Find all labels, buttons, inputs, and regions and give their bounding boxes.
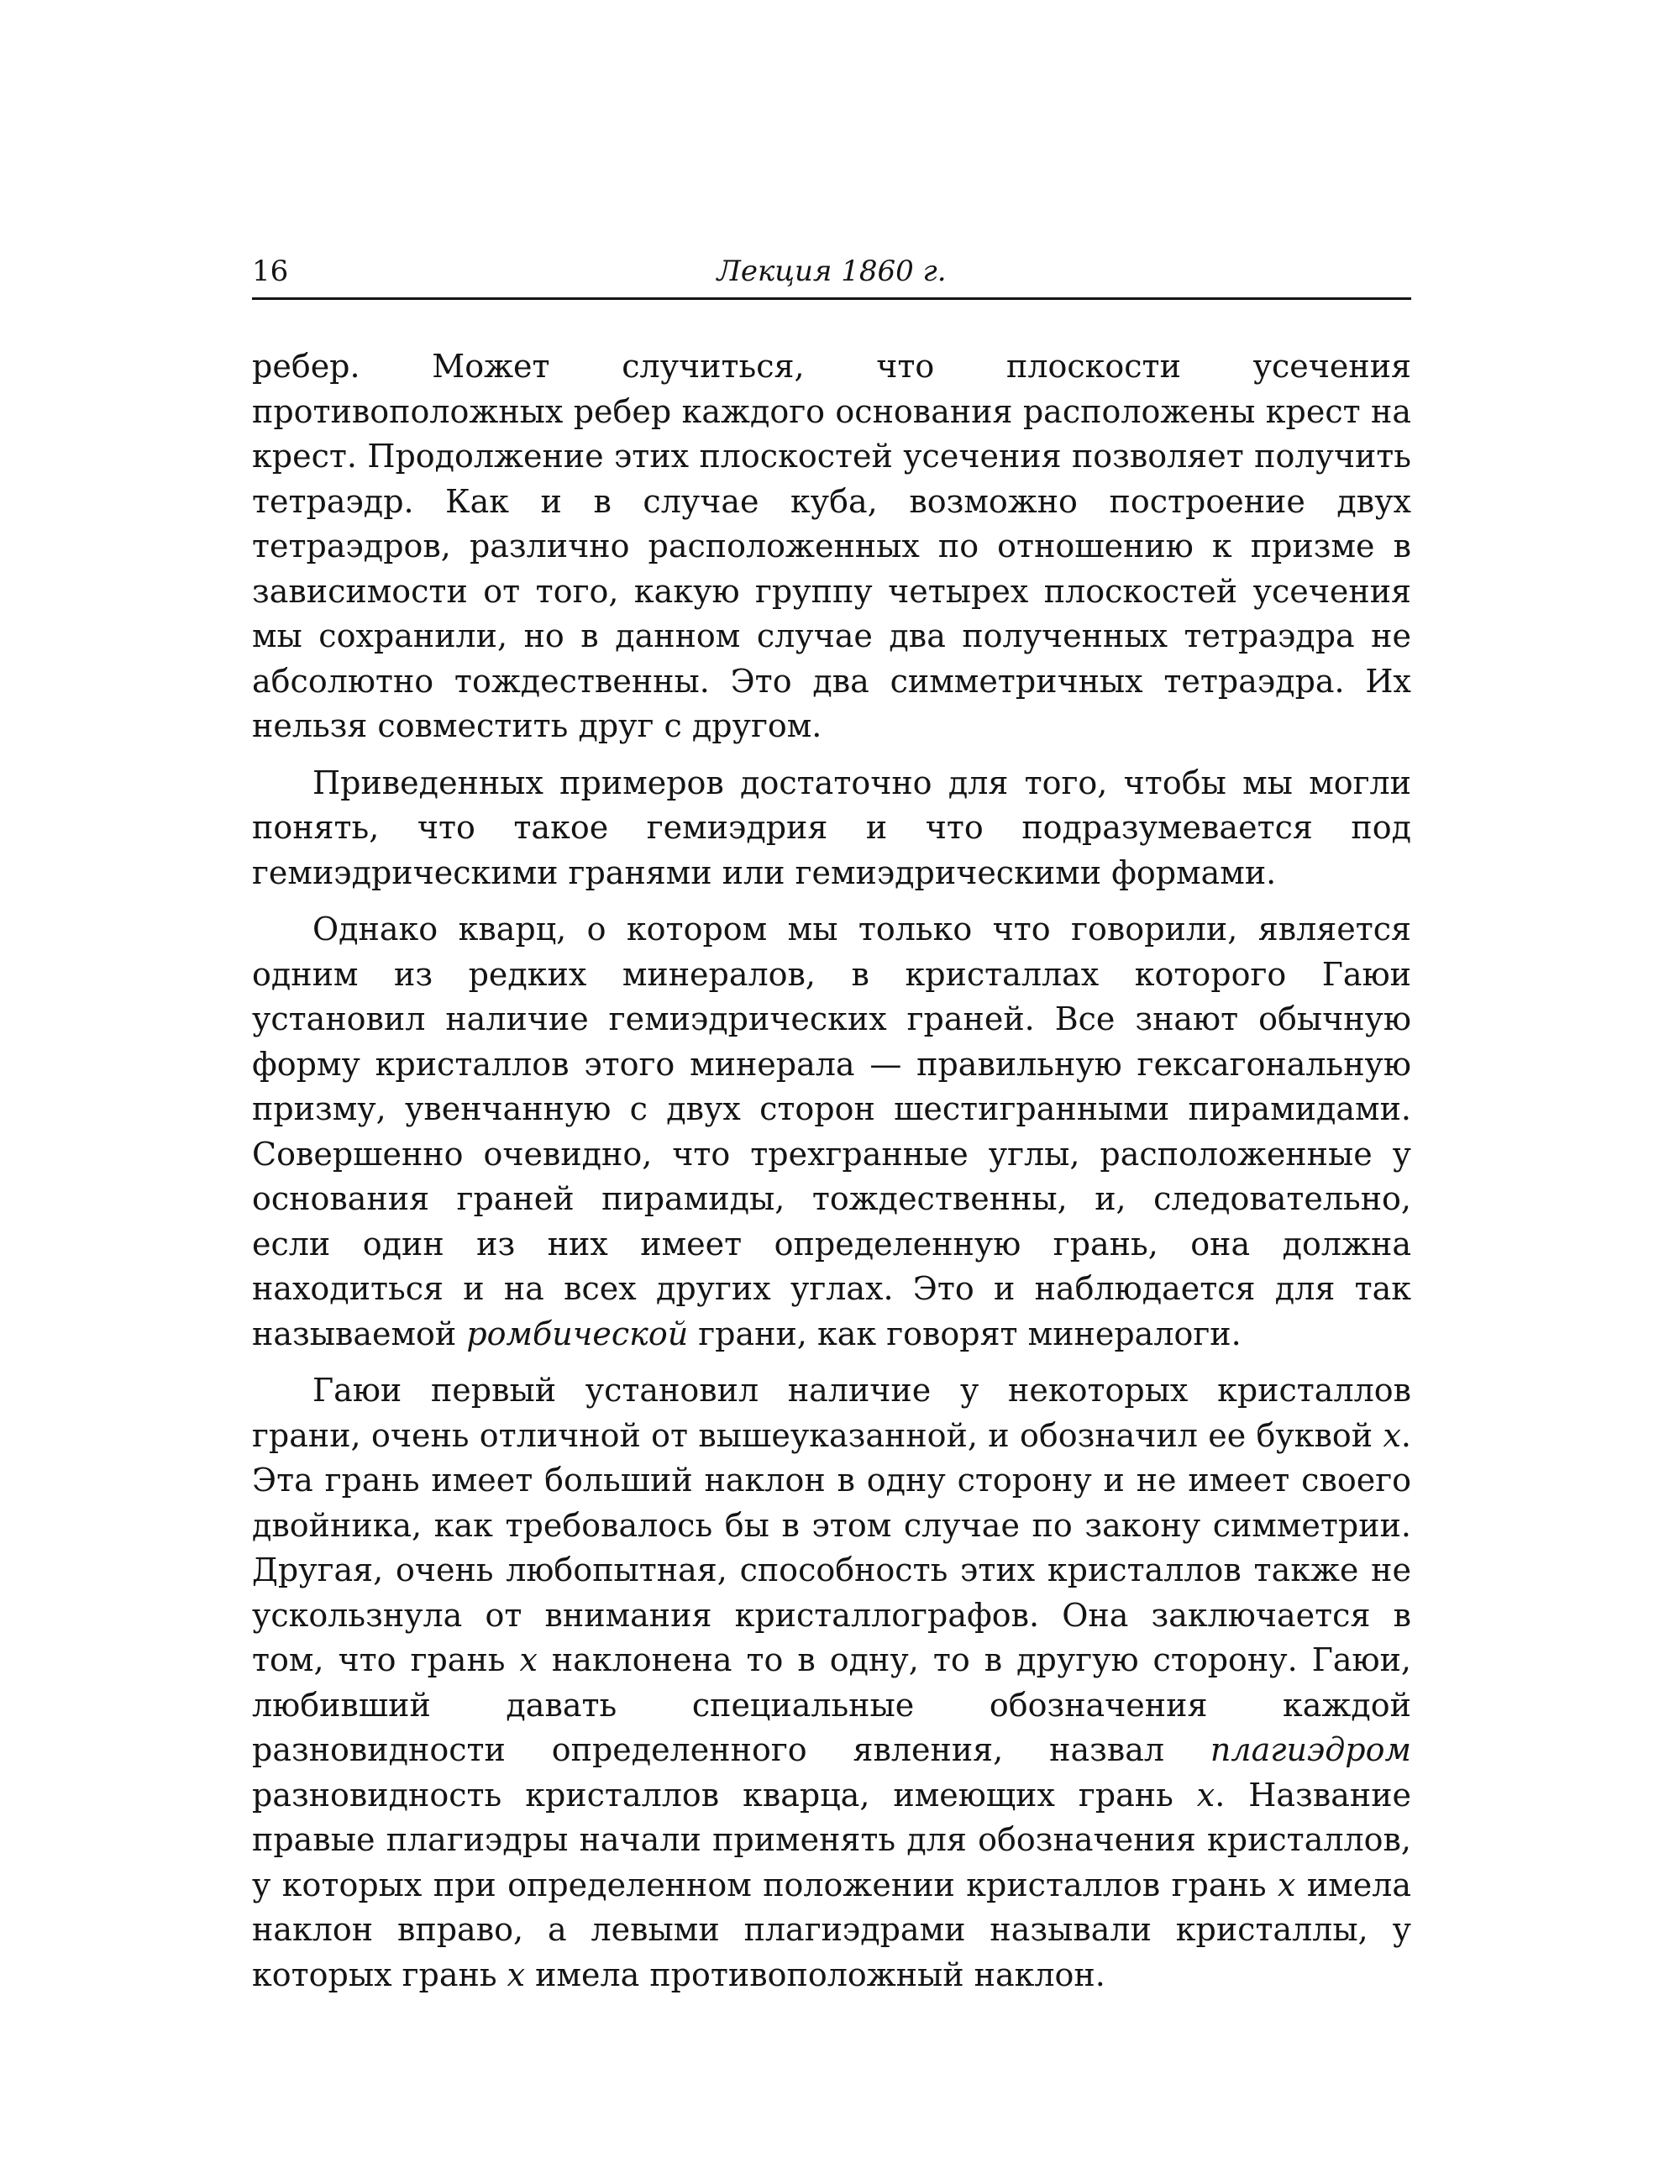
text-run: имела наклон вправо, а левыми плагиэдрами называли кристаллы, у которых грань <box>252 1866 1412 1993</box>
italic-term: плагиэдром <box>1210 1731 1411 1768</box>
text-run: наклонена то в одну, то в другую сторону. Гаюи, любивший давать специальные обозначения каждой разновидности определенного явления, назвал <box>252 1641 1412 1768</box>
text-run: . Название правые плагиэдры начали применять для обозначения кристаллов, у которых при определенном положении кристаллов грань <box>252 1776 1412 1903</box>
body-text <box>252 344 1411 2009</box>
text-run: Однако кварц, о котором мы только что говорили, является одним из редких минералов, в кристаллах которого Гаюи установил наличие гемиэдрических граней. Все знают обычную форму кристаллов этого минерала — правильную гексагональную призму, увенчанную с двух сторон шестигранными пирамидами. Совершенно очевидно, что трехгранные углы, расположенные у основания граней пирамиды, тождественны, и, следовательно, если один из них имеет определенную грань, она должна находиться и на всех других углах. Это и наблюдается для так называемой <box>252 911 1411 1352</box>
paragraph-2 <box>252 761 1411 896</box>
text-run: Гаюи первый установил наличие у некоторых кристаллов грани, очень отличной от вышеуказанной, и обозначил ее буквой <box>252 1372 1411 1454</box>
italic-term: x <box>1277 1866 1296 1903</box>
text-run: ребер. Может случиться, что плоскости усечения противоположных ребер каждого основания расположены крест на крест. Продолжение этих плоскостей усечения позволяет получить тетраэдр. Как и в случае куба, возможно построение двух тетраэдров, различно расположенных по отношению к призме в зависимости от того, какую группу четырех плоскостей усечения мы сохранили, но в данном случае два полученных тетраэдра не абсолютно тождественны. Это два симметричных тетраэдра. Их нельзя совместить друг с другом. <box>252 348 1411 744</box>
text-run: грани, как говорят минералоги. <box>688 1315 1242 1352</box>
header-rule <box>252 297 1411 300</box>
text-run: . Эта грань имеет больший наклон в одну сторону и не имеет своего двойника, как требовалось бы в этом случае по закону симметрии. Другая, очень любопытная, способность этих кристаллов также не ускользнула от внимания кристаллографов. Она заключается в том, что грань <box>252 1416 1411 1678</box>
book-page <box>252 252 1412 1993</box>
page-number: 16 <box>252 255 289 288</box>
text-run: Приведенных примеров достаточно для того, чтобы мы могли понять, что такое гемиэдрия и что подразумевается под гемиэдрическими гранями или гемиэдрическими формами. <box>252 764 1411 891</box>
italic-term: ромбической <box>466 1315 689 1352</box>
running-head-title: Лекция 1860 г. <box>717 255 947 288</box>
italic-term: x <box>1383 1416 1401 1454</box>
text-run: разновидность кристаллов кварца, имеющих грань <box>252 1776 1197 1814</box>
italic-term: x <box>519 1641 538 1678</box>
text-run: имела противоположный наклон. <box>525 1956 1105 1993</box>
paragraph-4 <box>252 1368 1411 1998</box>
italic-term: x <box>507 1956 526 1993</box>
paragraph-3 <box>252 907 1411 1357</box>
running-head <box>252 252 1411 291</box>
paragraph-1 <box>252 344 1411 749</box>
italic-term: x <box>1196 1776 1215 1814</box>
